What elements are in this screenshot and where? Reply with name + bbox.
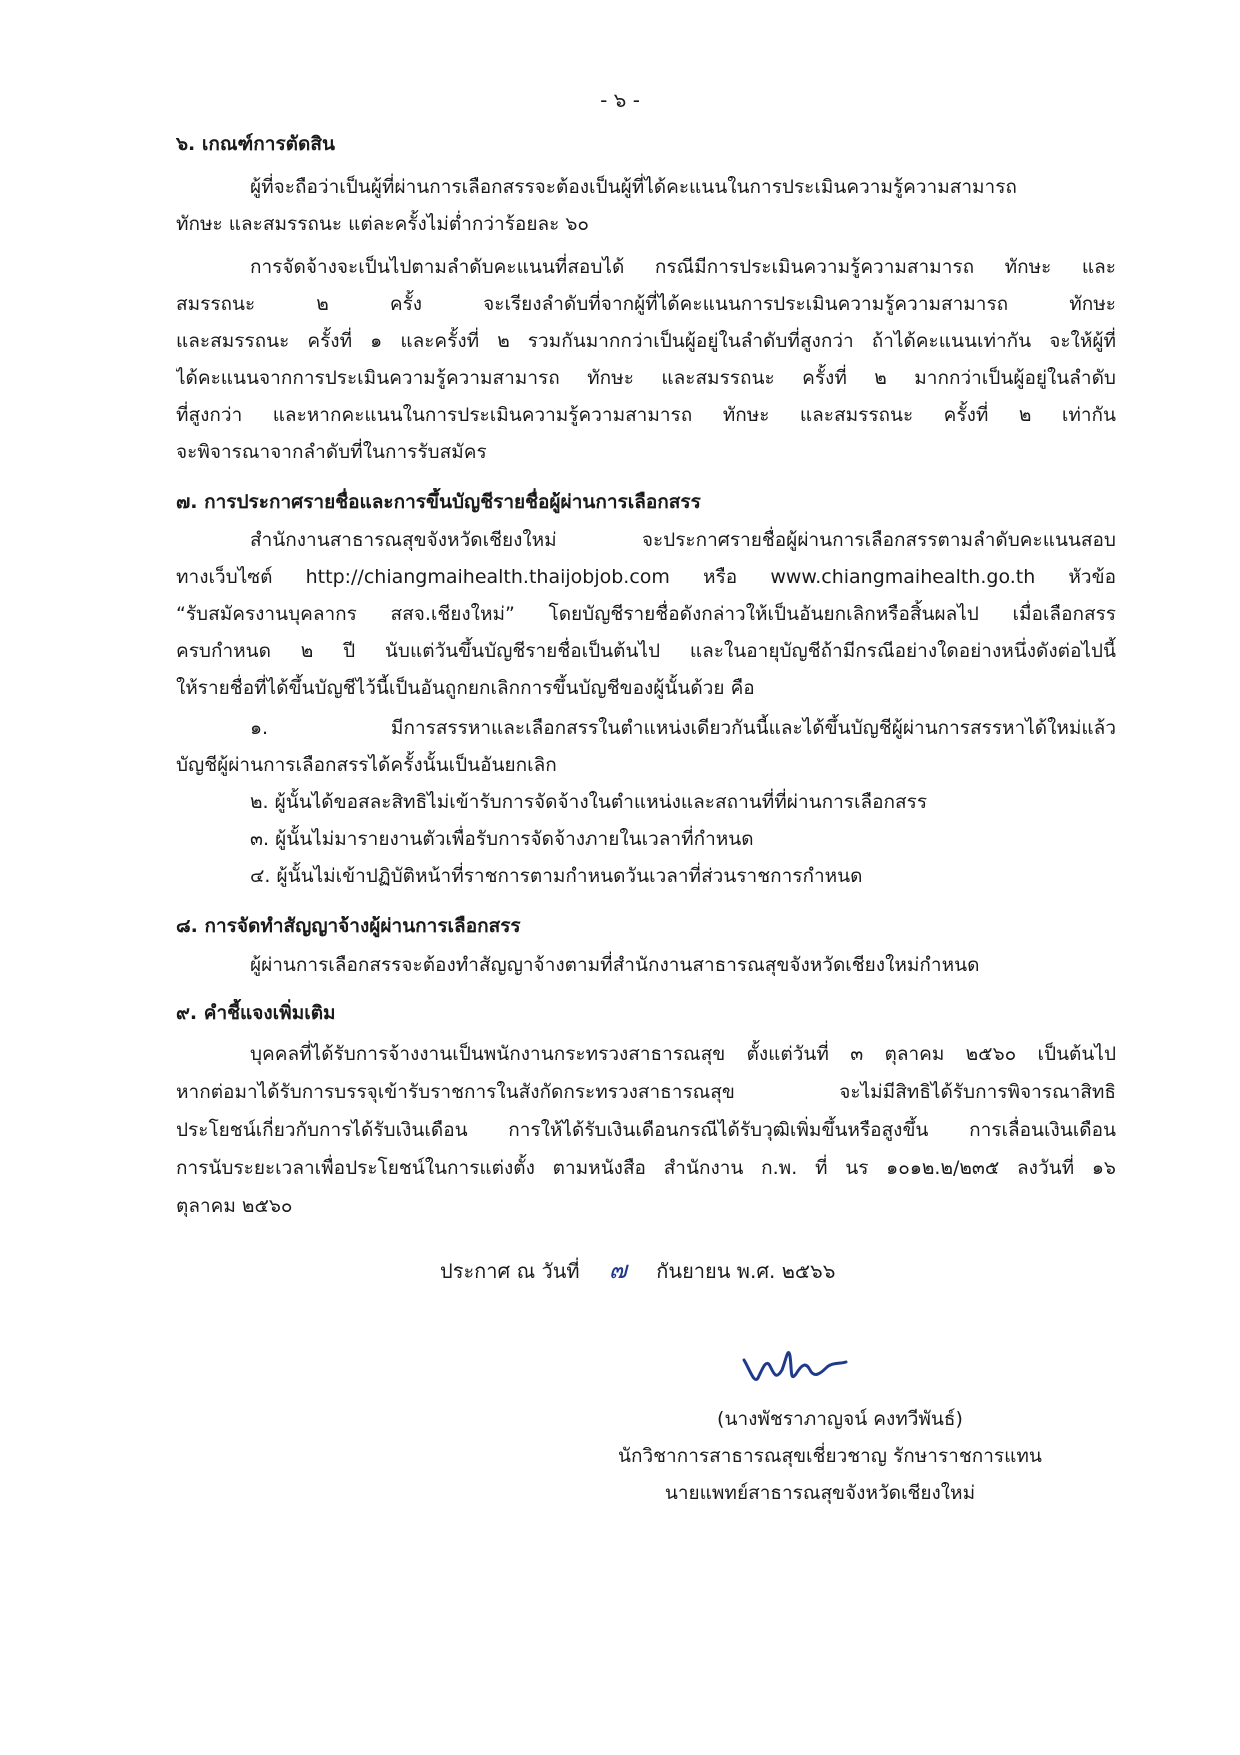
paragraph-line: ผู้ที่จะถือว่าเป็นผู้ที่ผ่านการเลือกสรรจะต้องเป็นผู้ที่ได้คะแนนในการประเมินความรู้ความสามารถ xyxy=(250,176,1017,198)
paragraph-line: สำนักงานสาธารณสุขจังหวัดเชียงใหม่ จะประกาศรายชื่อผู้ผ่านการเลือกสรรตามลำดับคะแนนสอบ xyxy=(250,529,1116,551)
signer-name: (นางพัชราภาญจน์ คงทวีพันธ์) xyxy=(717,1408,963,1430)
signer-position-2: นายแพทย์สาธารณสุขจังหวัดเชียงใหม่ xyxy=(664,1482,976,1504)
list-item: ๒. ผู้นั้นได้ขอสละสิทธิไม่เข้ารับการจัดจ้างในตำแหน่งและสถานที่ที่ผ่านการเลือกสรร xyxy=(250,791,928,813)
paragraph-line: ที่สูงกว่า และหากคะแนนในการประเมินความรู้ความสามารถ ทักษะ และสมรรถนะ ครั้งที่ ๒ เท่ากัน xyxy=(176,404,1116,426)
paragraph-line: ตุลาคม ๒๕๖๐ xyxy=(176,1195,293,1217)
paragraph-line: สมรรถนะ ๒ ครั้ง จะเรียงลำดับที่จากผู้ที่ได้คะแนนการประเมินความรู้ความสามารถ ทักษะ xyxy=(176,293,1116,315)
section-7-heading: ๗. การประกาศรายชื่อและการขึ้นบัญชีรายชื่อผู้ผ่านการเลือกสรร xyxy=(176,491,701,513)
paragraph-line: การนับระยะเวลาเพื่อประโยชน์ในการแต่งตั้ง ตามหนังสือ สำนักงาน ก.พ. ที่ นร ๑๐๑๒.๒/๒๓๕ ลงวันที่ ๑๖ xyxy=(176,1157,1116,1179)
page-number: - ๖ - xyxy=(600,88,640,112)
date-suffix: กันยายน พ.ศ. ๒๕๖๖ xyxy=(656,1259,836,1283)
section-6-heading: ๖. เกณฑ์การตัดสิน xyxy=(176,133,335,155)
paragraph-line: ได้คะแนนจากการประเมินความรู้ความสามารถ ทักษะ และสมรรถนะ ครั้งที่ ๒ มากกว่าเป็นผู้อยู่ในลำดับ xyxy=(176,367,1116,389)
paragraph-line: การจัดจ้างจะเป็นไปตามลำดับคะแนนที่สอบได้ กรณีมีการประเมินความรู้ความสามารถ ทักษะ และ xyxy=(250,256,1116,278)
signer-position-1: นักวิชาการสาธารณสุขเชี่ยวชาญ รักษาราชการแทน xyxy=(618,1445,1042,1467)
section-9-heading: ๙. คำชี้แจงเพิ่มเติม xyxy=(176,1002,336,1024)
paragraph-line: จะพิจารณาจากลำดับที่ในการรับสมัคร xyxy=(176,441,487,463)
list-item-continuation: บัญชีผู้ผ่านการเลือกสรรได้ครั้งนั้นเป็นอันยกเลิก xyxy=(176,754,557,776)
list-item: ๔. ผู้นั้นไม่เข้าปฏิบัติหน้าที่ราชการตามกำหนดวันเวลาที่ส่วนราชการกำหนด xyxy=(250,865,863,887)
paragraph-line: ผู้ผ่านการเลือกสรรจะต้องทำสัญญาจ้างตามที่สำนักงานสาธารณสุขจังหวัดเชียงใหม่กำหนด xyxy=(250,954,980,976)
paragraph-line: ทางเว็บไซต์ http://chiangmaihealth.thaijobjob.com หรือ www.chiangmaihealth.go.th หัวข้อ xyxy=(176,566,1116,588)
announcement-date xyxy=(440,1250,835,1289)
paragraph-line: ทักษะ และสมรรถนะ แต่ละครั้งไม่ต่ำกว่าร้อยละ ๖๐ xyxy=(176,213,590,235)
handwritten-signature xyxy=(740,1340,850,1390)
date-day-handwritten: ๗ xyxy=(608,1256,627,1284)
paragraph-line: และสมรรถนะ ครั้งที่ ๑ และครั้งที่ ๒ รวมกันมากกว่าเป็นผู้อยู่ในลำดับที่สูงกว่า ถ้าได้คะแนนเท่ากัน จะให้ผู้ที่ xyxy=(176,330,1116,352)
paragraph-line: ประโยชน์เกี่ยวกับการได้รับเงินเดือน การให้ได้รับเงินเดือนกรณีได้รับวุฒิเพิ่มขึ้นหรือสูงขึ้น การเลื่อนเงินเดือน xyxy=(176,1119,1116,1141)
paragraph-line: “รับสมัครงานบุคลากร สสจ.เชียงใหม่” โดยบัญชีรายชื่อดังกล่าวให้เป็นอันยกเลิกหรือสิ้นผลไป เมื่อเลือกสรร xyxy=(176,603,1116,625)
paragraph-line: ให้รายชื่อที่ได้ขึ้นบัญชีไว้นี้เป็นอันถูกยกเลิกการขึ้นบัญชีของผู้นั้นด้วย คือ xyxy=(176,677,755,699)
paragraph-line: บุคคลที่ได้รับการจ้างงานเป็นพนักงานกระทรวงสาธารณสุข ตั้งแต่วันที่ ๓ ตุลาคม ๒๕๖๐ เป็นต้นไป xyxy=(250,1043,1116,1065)
list-item: ๑. มีการสรรหาและเลือกสรรในตำแหน่งเดียวกันนี้และได้ขึ้นบัญชีผู้ผ่านการสรรหาได้ใหม่แล้ว xyxy=(250,717,1116,739)
paragraph-line: หากต่อมาได้รับการบรรจุเข้ารับราชการในสังกัดกระทรวงสาธารณสุข จะไม่มีสิทธิได้รับการพิจารณาสิทธิ xyxy=(176,1081,1116,1103)
section-8-heading: ๘. การจัดทำสัญญาจ้างผู้ผ่านการเลือกสรร xyxy=(176,915,521,937)
list-item: ๓. ผู้นั้นไม่มารายงานตัวเพื่อรับการจัดจ้างภายในเวลาที่กำหนด xyxy=(250,828,754,850)
paragraph-line: ครบกำหนด ๒ ปี นับแต่วันขึ้นบัญชีรายชื่อเป็นต้นไป และในอายุบัญชีถ้ามีกรณีอย่างใดอย่างหนึ่งดังต่อไปนี้ xyxy=(176,640,1116,662)
date-prefix: ประกาศ ณ วันที่ xyxy=(440,1259,580,1283)
